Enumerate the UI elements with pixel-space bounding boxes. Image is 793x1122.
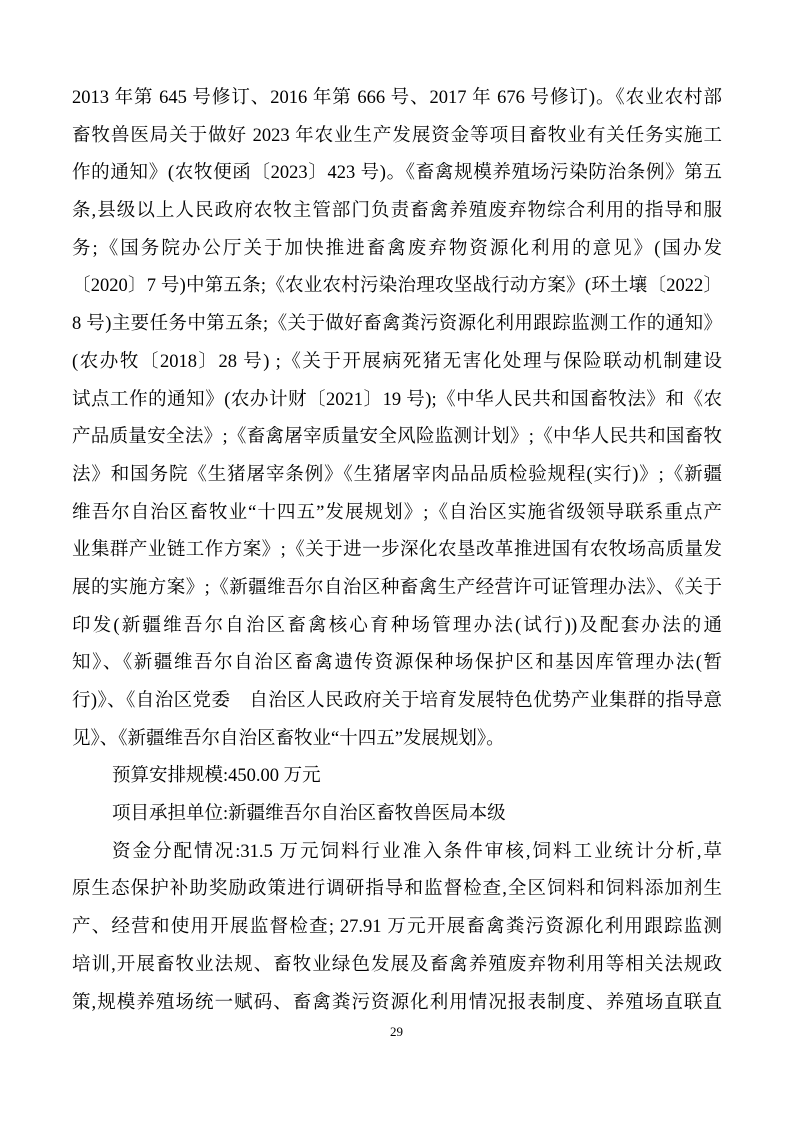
text-line: 法》和国务院《生猪屠宰条例》《生猪屠宰肉品品质检验规程(实行)》;《新疆	[72, 464, 722, 485]
text-line: 条,县级以上人民政府农牧主管部门负责畜禽养殖废弃物综合利用的指导和服	[72, 201, 722, 222]
text-line: 策,规模养殖场统一赋码、畜禽粪污资源化利用情况报表制度、养殖场直联直	[72, 992, 722, 1013]
text-line: 8 号)主要任务中第五条;《关于做好畜禽粪污资源化利用跟踪监测工作的通知》	[72, 314, 722, 335]
text-line: 作的通知》(农牧便函〔2023〕423 号)。《畜禽规模养殖场污染防治条例》第五	[72, 163, 722, 184]
text-line: 产品质量安全法》;《畜禽屠宰质量安全风险监测计划》;《中华人民共和国畜牧	[72, 427, 722, 448]
body-text	[72, 80, 722, 1022]
text-line: 务;《国务院办公厅关于加快推进畜禽废弃物资源化利用的意见》(国办发	[72, 238, 722, 259]
text-line: 2013 年第 645 号修订、2016 年第 666 号、2017 年 676 号修订)。《农业农村部	[72, 88, 722, 108]
text-line: 资金分配情况:31.5 万元饲料行业准入条件审核,饲料工业统计分析,草	[112, 841, 722, 862]
text-line: (农办牧〔2018〕28 号) ;《关于开展病死猪无害化处理与保险联动机制建设	[72, 351, 722, 372]
text-line: 印发(新疆维吾尔自治区畜禽核心育种场管理办法(试行))及配套办法的通	[72, 615, 722, 636]
text-line: 知》、《新疆维吾尔自治区畜禽遗传资源保种场保护区和基因库管理办法(暂	[72, 653, 722, 674]
text-line: 业集群产业链工作方案》;《关于进一步深化农垦改革推进国有农牧场高质量发	[72, 540, 722, 561]
text-line: 行)》、《自治区党委 自治区人民政府关于培育发展特色优势产业集群的指导意	[72, 691, 722, 711]
text-line: 项目承担单位:新疆维吾尔自治区畜牧兽医局本级	[112, 804, 506, 825]
text-line: 见》、《新疆维吾尔自治区畜牧业“十四五”发展规划》。	[72, 728, 505, 749]
text-line: 培训,开展畜牧业法规、畜牧业绿色发展及畜禽养殖废弃物利用等相关法规政	[72, 954, 722, 975]
text-line: 产、经营和使用开展监督检查; 27.91 万元开展畜禽粪污资源化利用跟踪监测	[72, 917, 722, 938]
page-number: 29	[390, 1024, 403, 1039]
text-line: 〔2020〕7 号)中第五条;《农业农村污染治理攻坚战行动方案》(环土壤〔2022〕	[72, 276, 722, 297]
text-line: 畜牧兽医局关于做好 2023 年农业生产发展资金等项目畜牧业有关任务实施工	[72, 125, 722, 146]
text-line: 试点工作的通知》(农办计财〔2021〕19 号);《中华人民共和国畜牧法》和《农	[72, 389, 722, 410]
text-line: 原生态保护补助奖励政策进行调研指导和监督检查,全区饲料和饲料添加剂生	[72, 879, 722, 900]
text-line: 维吾尔自治区畜牧业“十四五”发展规划》;《自治区实施省级领导联系重点产	[72, 502, 722, 523]
text-line: 展的实施方案》;《新疆维吾尔自治区种畜禽生产经营许可证管理办法》、《关于	[72, 577, 722, 598]
text-line: 预算安排规模:450.00 万元	[112, 766, 321, 787]
